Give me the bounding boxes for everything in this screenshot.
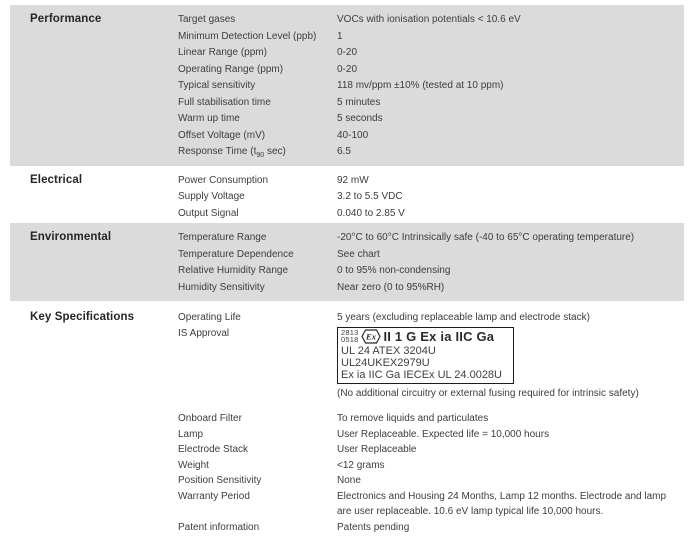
spec-row bbox=[178, 427, 684, 443]
performance-rows bbox=[178, 12, 684, 161]
spec-value: None bbox=[337, 475, 361, 487]
spec-value-line: are user replaceable. 10.6 eV lamp typical life 10,000 hours. bbox=[337, 506, 604, 518]
spec-label: Lamp bbox=[178, 428, 204, 440]
environmental-rows bbox=[178, 230, 684, 296]
atex-certificate-line: UL 24 ATEX 3204U bbox=[341, 344, 436, 357]
spec-value: -20°C to 60°C Intrinsically safe (-40 to 65°C operating temperature) bbox=[337, 232, 635, 243]
spec-row bbox=[178, 473, 684, 489]
spec-value: 118 mv/ppm ±10% (tested at 10 ppm) bbox=[337, 80, 504, 91]
section-key-specifications bbox=[10, 310, 684, 535]
spec-value: 5 years (excluding replaceable lamp and electrode stack) bbox=[337, 312, 590, 323]
atex-certificate-line: UL24UKEX2979U bbox=[341, 356, 430, 369]
spec-value: VOCs with ionisation potentials < 10.6 eV bbox=[337, 14, 521, 25]
spec-label: Patent information bbox=[178, 521, 260, 533]
spec-row bbox=[178, 520, 684, 536]
key-specifications-rows-bottom bbox=[178, 411, 684, 535]
spec-value: Near zero (0 to 95%RH) bbox=[337, 281, 445, 293]
spec-row bbox=[178, 111, 684, 128]
spec-label: Temperature Dependence bbox=[178, 248, 294, 260]
key-specifications-rows-top bbox=[178, 310, 684, 326]
spec-label: Power Consumption bbox=[178, 174, 269, 186]
spec-value: 3.2 to 5.5 VDC bbox=[337, 191, 403, 202]
spec-value: To remove liquids and particulates bbox=[337, 413, 489, 425]
spec-row bbox=[178, 173, 684, 190]
is-approval-row bbox=[178, 326, 684, 402]
spec-value: 6.5 bbox=[337, 146, 351, 157]
spec-row bbox=[178, 247, 684, 264]
is-approval-value bbox=[337, 326, 684, 402]
spec-label: IS Approval bbox=[178, 327, 230, 339]
spec-label: Position Sensitivity bbox=[178, 475, 262, 487]
section-performance bbox=[10, 5, 684, 166]
spec-label-text: sec) bbox=[264, 146, 286, 157]
atex-marking-line bbox=[341, 329, 509, 344]
spec-value: See chart bbox=[337, 248, 380, 260]
section-title-electrical: Electrical bbox=[30, 173, 83, 186]
spec-row bbox=[178, 128, 684, 145]
spec-label: Target gases bbox=[178, 14, 236, 25]
spec-row bbox=[178, 411, 684, 427]
spec-row bbox=[178, 144, 684, 161]
spec-value: 1 bbox=[337, 30, 343, 42]
spec-label: Humidity Sensitivity bbox=[178, 281, 265, 293]
ex-symbol-text: Ex bbox=[365, 331, 376, 342]
spec-label: Weight bbox=[178, 459, 209, 471]
atex-certificate-line: Ex ia IIC Ga IECEx UL 24.0028U bbox=[341, 369, 502, 382]
spec-label-subscript: 90 bbox=[256, 152, 265, 159]
spec-value: 0 to 95% non-condensing bbox=[337, 265, 451, 276]
notified-body-number-bottom: 0518 bbox=[341, 335, 359, 344]
spec-value: 40-100 bbox=[337, 129, 369, 141]
electrical-rows bbox=[178, 173, 684, 223]
section-electrical bbox=[10, 173, 684, 223]
spec-value-line: Electronics and Housing 24 Months, Lamp 12 months. Electrode and lamp bbox=[337, 490, 667, 502]
spec-value: 0-20 bbox=[337, 63, 358, 75]
spec-row bbox=[178, 206, 684, 223]
spec-row bbox=[178, 442, 684, 458]
section-title-environmental: Environmental bbox=[30, 231, 112, 243]
spec-label: Warranty Period bbox=[178, 490, 250, 502]
spec-row bbox=[178, 263, 684, 280]
spec-label: Linear Range (ppm) bbox=[178, 47, 267, 58]
spec-row bbox=[178, 62, 684, 79]
spec-label: Relative Humidity Range bbox=[178, 265, 289, 276]
spec-label: Electrode Stack bbox=[178, 444, 249, 456]
spec-label: Minimum Detection Level (ppb) bbox=[178, 30, 317, 42]
spec-value: 5 seconds bbox=[337, 113, 383, 124]
spec-row bbox=[178, 95, 684, 112]
spec-label: Operating Range (ppm) bbox=[178, 63, 284, 75]
spec-value bbox=[337, 489, 684, 520]
notified-body-number-top: 2813 bbox=[341, 327, 359, 337]
spec-value: 5 minutes bbox=[337, 96, 381, 108]
spec-row bbox=[178, 310, 684, 326]
spec-value: User Replaceable. Expected life = 10,000 hours bbox=[337, 428, 550, 440]
spec-row bbox=[178, 489, 684, 520]
atex-group-marking: II 1 G Ex ia IIC Ga bbox=[383, 328, 495, 344]
spec-value: <12 grams bbox=[337, 459, 385, 471]
spec-label-text: Response Time (t bbox=[178, 146, 257, 157]
spec-label: Warm up time bbox=[178, 113, 240, 124]
spec-row bbox=[178, 230, 684, 247]
spec-value: 0.040 to 2.85 V bbox=[337, 207, 405, 219]
section-title-performance: Performance bbox=[30, 13, 102, 25]
spec-label: Supply Voltage bbox=[178, 191, 245, 202]
spec-label bbox=[178, 144, 337, 161]
atex-certification-box bbox=[337, 327, 514, 385]
spec-value: 0-20 bbox=[337, 47, 358, 58]
spec-row bbox=[178, 12, 684, 29]
spec-row bbox=[178, 78, 684, 95]
spec-row bbox=[178, 189, 684, 206]
spec-label: Full stabilisation time bbox=[178, 96, 271, 108]
spec-row bbox=[178, 29, 684, 46]
key-specifications-rows bbox=[178, 310, 684, 535]
spec-value: 92 mW bbox=[337, 174, 369, 186]
is-approval-note: (No additional circuitry or external fusing required for intrinsic safety) bbox=[337, 388, 639, 400]
spec-label: Temperature Range bbox=[178, 232, 267, 243]
spec-value: User Replaceable bbox=[337, 444, 417, 456]
section-environmental bbox=[10, 223, 684, 301]
spacer bbox=[178, 401, 684, 411]
spec-row bbox=[178, 45, 684, 62]
spec-label: Onboard Filter bbox=[178, 413, 242, 425]
spec-label: Output Signal bbox=[178, 207, 239, 219]
spec-label: Typical sensitivity bbox=[178, 80, 256, 91]
spec-value: Patents pending bbox=[337, 521, 410, 533]
spec-label: Operating Life bbox=[178, 312, 241, 323]
spec-row bbox=[178, 280, 684, 297]
spec-label: Offset Voltage (mV) bbox=[178, 129, 266, 141]
section-title-key-specifications: Key Specifications bbox=[30, 311, 135, 323]
spec-row bbox=[178, 458, 684, 474]
notified-body-numbers bbox=[341, 329, 359, 344]
ex-hexagon-icon bbox=[360, 329, 382, 344]
